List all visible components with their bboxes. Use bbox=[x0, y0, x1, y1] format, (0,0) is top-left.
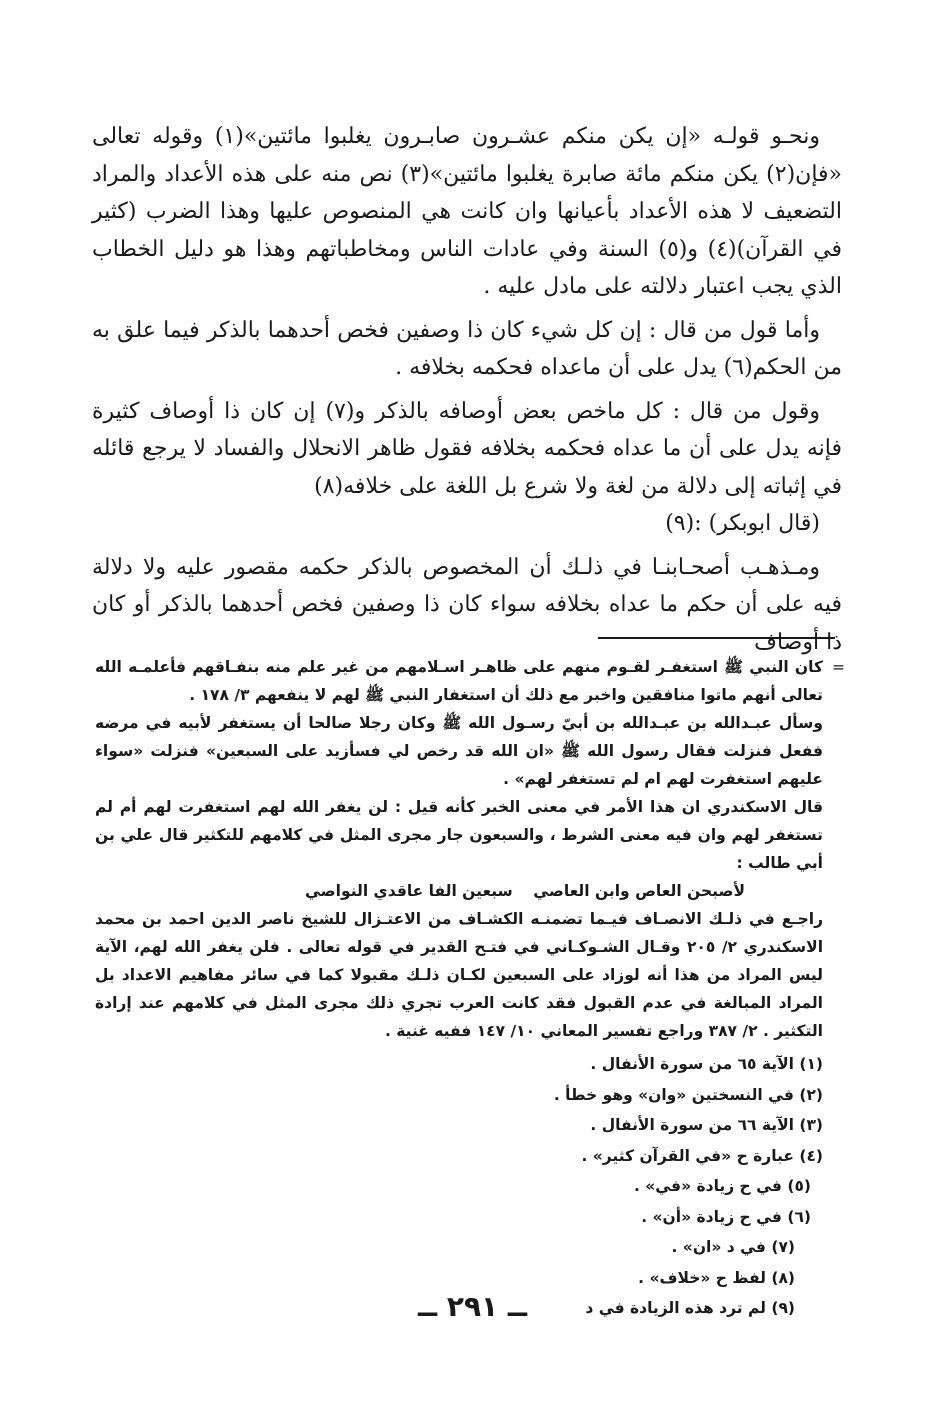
footnote-item: (٢) في النسختين «وان» وهو خطأ . bbox=[553, 1085, 823, 1104]
footnote-item: (٩) لم ترد هذه الزيادة في د bbox=[585, 1299, 795, 1317]
note-2: وسأل عبـدالله بن عبـدالله بن أبيّ رسـول الله ﷺ وكان رجلا صالحا أن يستغفر لأبيه في مرضه ففعل فنزلت فقال رسول الله ﷺ «ان الله قد رخص لي فسأزيد على السبعين» فنزلت «سواء عليهم استغفرت لهم ام لم تستغفر لهم» . bbox=[95, 714, 823, 788]
poetry-verse bbox=[95, 877, 845, 905]
footnotes-section bbox=[95, 653, 845, 1324]
footnote-separator bbox=[598, 637, 835, 639]
footnote-list bbox=[95, 1049, 845, 1324]
paragraph-2: وأما قول من قال : إن كل شيء كان ذا وصفين فخص أحدهما بالذكر فيما علق به من الحكم(٦) يدل على أن ماعداه فحكمه بخلافه . bbox=[92, 317, 842, 380]
note-4: راجـع في ذلـك الانصـاف فيـما تضمنـه الكشـاف من الاعتـزال للشيخ ناصر الدين احمد بن محمد الاسكندري ٢/ ٢٠٥ وقـال الشـوكـاني في فتـح القدير في قوله تعالى . فلن يغفر الله لهم، الآية ليس المراد من هذا أنه لوزاد على السبعين لكـان ذلـك مقبولا كما في سائر مفاهيم الاعداد بل المراد المبالغة في عدم القبول فقد كانت العرب تجري ذلك مجرى المثل في كلامهم عند إرادة التكثير . ٢/ ٣٨٧ وراجع تفسير المعاني ١٠/ ١٤٧ ففيه غنية . bbox=[95, 910, 824, 1040]
verse-second-hemistich: سبعين الفا عاقدي النواصي bbox=[305, 882, 513, 900]
paragraph-1: ونحـو قولـه «إن يكن منكم عشـرون صابـرون يغلبوا مائتين»(١) وقوله تعالى «فإن(٢) يكن منكم مائة صابرة يغلبوا مائتين»(٣) نص منه على هذه الأعداد والمراد التضعيف لا هذه الأعداد بأعيانها وان كانت هي المنصوص عليها وهذا الضرب (كثير في القرآن)(٤) و(٥) السنة وفي عادات الناس ومخاطباتهم وهذا هو دليل الخطاب الذي يجب اعتبار دلالته على مادل عليه . bbox=[92, 124, 842, 299]
footnote-item: (٦) في ح زيادة «أن» . bbox=[641, 1207, 811, 1226]
note-1-text: كان النبي ﷺ استغفـر لقـوم منهم على ظاهـر اسـلامهم من غير علم منه بنفـاقهم فأعلمـه الله تعالى أنهم ماتوا منافقين واخبر مع ذلك أن استغفار النبي ﷺ لهم لا ينفعهم ٣/ ١٧٨ . bbox=[95, 658, 823, 704]
footnote-item: (٣) الآية ٦٦ من سورة الأنفال . bbox=[590, 1116, 823, 1134]
footnote-item: (٤) عبارة ح «في القرآن كثير» . bbox=[581, 1146, 823, 1165]
footnote-item: (٨) لفظ ح «خلاف» . bbox=[638, 1268, 795, 1287]
paragraph-5: ومـذهـب أصحـابنـا في ذلـك أن المخصوص بالذكر حكمه مقصور عليه ولا دلالة فيه على أن حكم ما عداه بخلافه سواء كان ذا وصفين فخص أحدهما بالذكر أو كان ذا أوصاف bbox=[92, 554, 842, 655]
verse-first-hemistich: لأصبحن العاص وابن العاصي bbox=[533, 882, 745, 900]
continuation-mark: = bbox=[832, 658, 845, 676]
page-number: ــ ٢٩١ ــ bbox=[417, 1290, 528, 1323]
paragraph-3: وقول من قال : كل ماخص بعض أوصافه بالذكر و(٧) إن كان ذا أوصاف كثيرة فإنه يدل على أن ما عداه فحكمه بخلافه فقول ظاهر الانحلال والفساد لا يرجع قائله في إثباته إلى دلالة من لغة ولا شرع بل اللغة على خلافه(٨) bbox=[92, 398, 842, 499]
footnote-item: (١) الآية ٦٥ من سورة الأنفال . bbox=[590, 1055, 823, 1073]
footnote-item: (٧) في د «ان» . bbox=[671, 1238, 795, 1256]
note-3: قال الاسكندري ان هذا الأمر في معنى الخبر كأنه قيل : لن يغفر الله لهم استغفرت لهم أم لم تستغفر لهم وان فيه معنى الشرط ، والسبعون جار مجرى المثل في كلامهم للتكثير قال علي بن أبي طالب : bbox=[95, 798, 823, 872]
paragraph-4: (قال ابوبكر) :(٩) bbox=[665, 511, 820, 536]
note-continuation bbox=[95, 653, 845, 709]
main-text bbox=[92, 118, 842, 661]
footnote-item: (٥) في ح زيادة «في» . bbox=[633, 1177, 811, 1195]
